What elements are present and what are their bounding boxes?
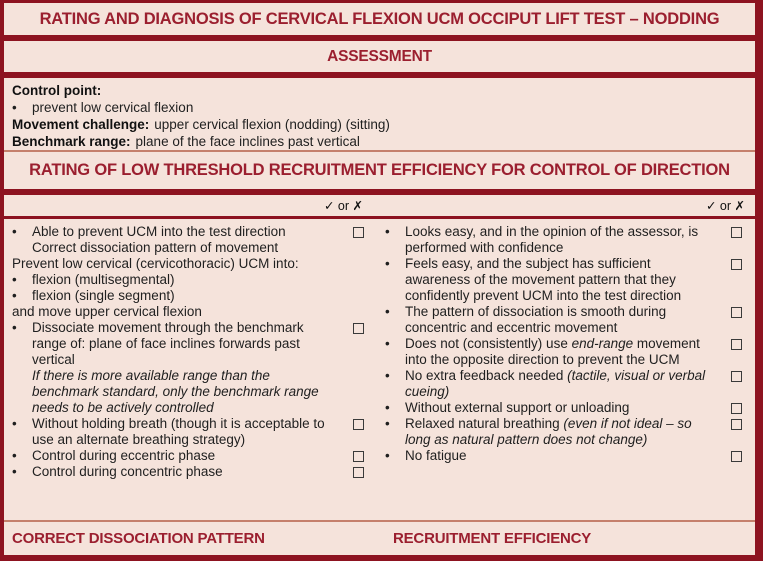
movement-challenge-label: Movement challenge:: [12, 117, 150, 132]
checklist-item: [12, 320, 377, 368]
checkbox[interactable]: [731, 419, 742, 430]
checklist-item-text: Control during eccentric phase: [32, 448, 216, 463]
checkbox[interactable]: [353, 323, 364, 334]
control-point-row: [12, 82, 747, 99]
checklist-item: [12, 416, 377, 448]
control-point-item: prevent low cervical flexion: [32, 100, 194, 115]
bullet-icon: •: [12, 272, 17, 287]
checklist-item: [12, 464, 377, 480]
check-cell: [339, 272, 377, 275]
checklist-item-text: Feels easy, and the subject has sufficient awareness of the movement pattern that they confidently prevent UCM into the test direction: [405, 256, 682, 303]
check-column-header-row: [4, 195, 755, 216]
checklist-item-text: Looks easy, and in the opinion of the assessor, is performed with confidence: [405, 224, 699, 255]
dissociation-pattern-column: [12, 224, 377, 520]
check-cell: [717, 304, 755, 318]
bullet-icon: •: [385, 224, 390, 239]
control-point-label: Control point:: [12, 83, 102, 98]
checkbox[interactable]: [731, 259, 742, 270]
checklist-item-text: flexion (single segment): [32, 288, 175, 303]
checklist-item: [12, 288, 377, 304]
check-cell: [717, 400, 755, 414]
check-cell: [339, 320, 377, 334]
checklist-item-text: Relaxed natural breathing (even if not ideal – so long as natural pattern does not change): [405, 416, 692, 447]
checklist-item-text: Without holding breath (though it is acceptable to use an alternate breathing strategy): [32, 416, 325, 447]
movement-challenge-row: [12, 116, 747, 133]
bullet-icon: •: [385, 400, 390, 415]
checkbox[interactable]: [731, 451, 742, 462]
bullet-icon: •: [12, 320, 17, 335]
bullet-icon: •: [385, 368, 390, 383]
assessment-heading-band: [4, 41, 755, 72]
checklist-item: [385, 336, 755, 368]
check-header-left: [4, 198, 377, 213]
checklist-item: [12, 224, 377, 240]
checklist-item-text: Without external support or unloading: [405, 400, 630, 415]
recruitment-efficiency-column: [377, 224, 755, 520]
checkbox[interactable]: [353, 467, 364, 478]
benchmark-range-label: Benchmark range:: [12, 134, 131, 149]
rating-checklist: [4, 219, 755, 520]
check-cell: [339, 256, 377, 259]
check-or-cross-label: ✓ or ✗: [705, 199, 745, 213]
bullet-icon: •: [12, 224, 17, 239]
checklist-item: [12, 304, 377, 320]
checklist-item: [385, 224, 755, 256]
bullet-icon: •: [12, 416, 17, 431]
checklist-item-text: flexion (multisegmental): [32, 272, 175, 287]
assessment-content: [4, 78, 755, 150]
benchmark-range-row: [12, 133, 747, 150]
check-header-right: [377, 198, 755, 213]
checklist-item: [12, 256, 377, 272]
checklist-item-text: The pattern of dissociation is smooth during concentric and eccentric movement: [405, 304, 667, 335]
check-cell: [339, 304, 377, 307]
bullet-icon: •: [12, 464, 17, 479]
check-cell: [339, 224, 377, 238]
check-cell: [339, 240, 377, 243]
checklist-item-text: If there is more available range than the benchmark standard, only the benchmark range needs to be actively controlled: [32, 368, 319, 415]
bullet-icon: •: [385, 448, 390, 463]
checkbox[interactable]: [353, 227, 364, 238]
page-title: RATING AND DIAGNOSIS OF CERVICAL FLEXION UCM OCCIPUT LIFT TEST – NODDING: [39, 9, 720, 28]
footer-band: [4, 522, 755, 555]
checkbox[interactable]: [731, 371, 742, 382]
checklist-item-text: Correct dissociation pattern of movement: [32, 240, 279, 255]
checklist-item-text: No fatigue: [405, 448, 467, 463]
bullet-icon: •: [12, 448, 17, 463]
check-cell: [717, 448, 755, 462]
check-cell: [717, 336, 755, 350]
control-point-item-row: [12, 99, 747, 116]
checkbox[interactable]: [731, 339, 742, 350]
check-cell: [339, 368, 377, 371]
bullet-icon: •: [385, 336, 390, 351]
check-cell: [717, 416, 755, 430]
bullet-icon: •: [12, 100, 17, 115]
checklist-item: [385, 256, 755, 304]
checklist-item: [12, 240, 377, 256]
footer-left: [4, 530, 377, 548]
checkbox[interactable]: [353, 451, 364, 462]
checklist-item: [385, 400, 755, 416]
checkbox[interactable]: [353, 419, 364, 430]
checklist-item: [385, 448, 755, 464]
check-or-cross-label: ✓ or ✗: [323, 199, 363, 213]
checklist-item-text: Able to prevent UCM into the test direction: [32, 224, 286, 239]
checklist-item-text: Control during concentric phase: [32, 464, 223, 479]
check-cell: [339, 416, 377, 430]
check-cell: [717, 368, 755, 382]
checklist-item: [12, 448, 377, 464]
footer-right: [377, 530, 755, 548]
checklist-item-text: No extra feedback needed (tactile, visual or verbal cueing): [405, 368, 706, 399]
rating-heading: RATING OF LOW THRESHOLD RECRUITMENT EFFICIENCY FOR CONTROL OF DIRECTION: [29, 161, 730, 179]
checklist-item-text: Dissociate movement through the benchmark range of: plane of face inclines forwards past vertical: [32, 320, 304, 367]
checklist-item-text: Prevent low cervical (cervicothoracic) UCM into:: [12, 256, 299, 271]
checklist-item: [385, 304, 755, 336]
check-cell: [339, 448, 377, 462]
checklist-item-text: Does not (consistently) use end-range movement into the opposite direction to prevent the UCM: [405, 336, 700, 367]
checkbox[interactable]: [731, 307, 742, 318]
bullet-icon: •: [12, 288, 17, 303]
checklist-item: [12, 368, 377, 416]
checklist-item-text: and move upper cervical flexion: [12, 304, 202, 319]
check-cell: [339, 288, 377, 291]
checklist-item: [12, 272, 377, 288]
bullet-icon: •: [385, 256, 390, 271]
benchmark-range-value: plane of the face inclines past vertical: [135, 134, 360, 149]
check-cell: [717, 256, 755, 270]
movement-challenge-value: upper cervical flexion (nodding) (sitting): [154, 117, 390, 132]
correct-dissociation-pattern-label: CORRECT DISSOCIATION PATTERN: [12, 529, 265, 547]
checkbox[interactable]: [731, 227, 742, 238]
rating-heading-band: [4, 152, 755, 189]
check-cell: [339, 464, 377, 478]
bullet-icon: •: [385, 304, 390, 319]
page-title-band: [4, 3, 755, 35]
check-cell: [717, 224, 755, 238]
checklist-item: [385, 416, 755, 448]
checklist-item: [385, 368, 755, 400]
recruitment-efficiency-label: RECRUITMENT EFFICIENCY: [393, 529, 592, 547]
checkbox[interactable]: [731, 403, 742, 414]
assessment-heading: ASSESSMENT: [327, 47, 432, 65]
bullet-icon: •: [385, 416, 390, 431]
